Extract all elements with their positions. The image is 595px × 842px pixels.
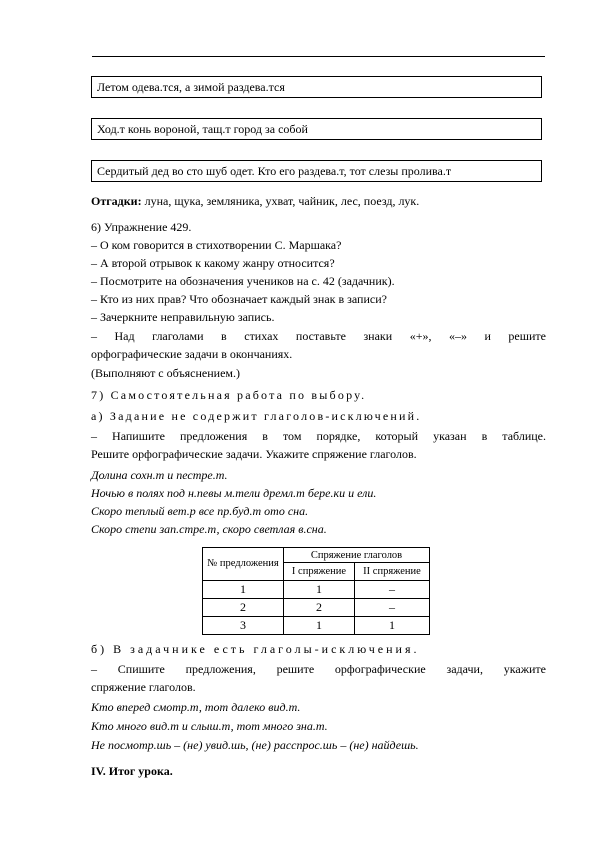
summary-heading: IV. Итог урока. <box>91 764 173 778</box>
table-header-number: № предложения <box>203 548 284 581</box>
task-a-title: а) Задание не содержит глаголов-исключений. <box>91 409 422 423</box>
conjugation-table <box>202 547 430 635</box>
task-a-sentence-1: Долина сохн.т и пестре.т. <box>91 468 228 482</box>
riddle-box-3: Сердитый дед во сто шуб одет. Кто его раздева.т, тот слезы пролива.т <box>91 160 542 182</box>
answers-text: луна, щука, земляника, ухват, чайник, лес, поезд, лук. <box>141 194 420 208</box>
answers-line <box>91 193 419 209</box>
exercise-6-question-5: – Зачеркните неправильную запись. <box>91 310 275 324</box>
table-cell: 3 <box>203 617 284 635</box>
task-a-sentence-3: Скоро теплый вет.р все пр.буд.т ото сна. <box>91 504 309 518</box>
task-b-sentence-1: Кто вперед смотр.т, тот далеко вид.т. <box>91 700 301 714</box>
table-cell: – <box>355 581 430 599</box>
table-row <box>203 581 430 599</box>
table-cell: 1 <box>203 581 284 599</box>
table-row <box>203 599 430 617</box>
exercise-6-question-4: – Кто из них прав? Что обозначает каждый знак в записи? <box>91 292 387 306</box>
exercise-6-question-2: – А второй отрывок к какому жанру относится? <box>91 256 335 270</box>
table-row <box>203 617 430 635</box>
exercise-6-instruction-cont: орфографические задачи в окончаниях. <box>91 347 293 361</box>
table-cell: 1 <box>284 581 355 599</box>
table-cell: – <box>355 599 430 617</box>
riddle-box-1: Летом одева.тся, а зимой раздева.тся <box>91 76 542 98</box>
top-rule <box>92 56 545 57</box>
task-b-title: б) В задачнике есть глаголы-исключения. <box>91 642 420 656</box>
task-b-sentence-3: Не посмотр.шь – (не) увид.шь, (не) расспрос.шь – (не) найдешь. <box>91 738 419 752</box>
task-a-instruction: – Напишите предложения в том порядке, который указан в таблице. <box>91 429 546 443</box>
riddle-box-2: Ход.т конь вороной, тащ.т город за собой <box>91 118 542 140</box>
exercise-6-instruction: – Над глаголами в стихах поставьте знаки «+», «–» и решите <box>91 329 546 343</box>
table-header-second: II спряжение <box>355 563 430 581</box>
table-cell: 1 <box>355 617 430 635</box>
task-b-instruction: – Спишите предложения, решите орфографические задачи, укажите <box>91 662 546 676</box>
exercise-6-question-3: – Посмотрите на обозначения учеников на с. 42 (задачник). <box>91 274 395 288</box>
table-cell: 2 <box>284 599 355 617</box>
task-a-sentence-4: Скоро степи зап.стре.т, скоро светлая в.сна. <box>91 522 327 536</box>
exercise-6-question-1: – О ком говорится в стихотворении С. Маршака? <box>91 238 342 252</box>
exercise-6-title: 6) Упражнение 429. <box>91 220 192 234</box>
answers-label: Отгадки: <box>91 194 142 208</box>
exercise-6-note: (Выполняют с объяснением.) <box>91 366 240 380</box>
task-a-sentence-2: Ночью в полях под н.певы м.тели дремл.т бере.ки и ели. <box>91 486 377 500</box>
exercise-7-title: 7) Самостоятельная работа по выбору. <box>91 388 367 402</box>
task-b-sentence-2: Кто много вид.т и слыш.т, тот много зна.т. <box>91 719 328 733</box>
table-header-first: I спряжение <box>284 563 355 581</box>
table-cell: 2 <box>203 599 284 617</box>
table-cell: 1 <box>284 617 355 635</box>
task-b-instruction-cont: спряжение глаголов. <box>91 680 196 694</box>
table-header-conjugation: Спряжение глаголов <box>284 548 430 563</box>
task-a-instruction-cont: Решите орфографические задачи. Укажите спряжение глаголов. <box>91 447 417 461</box>
